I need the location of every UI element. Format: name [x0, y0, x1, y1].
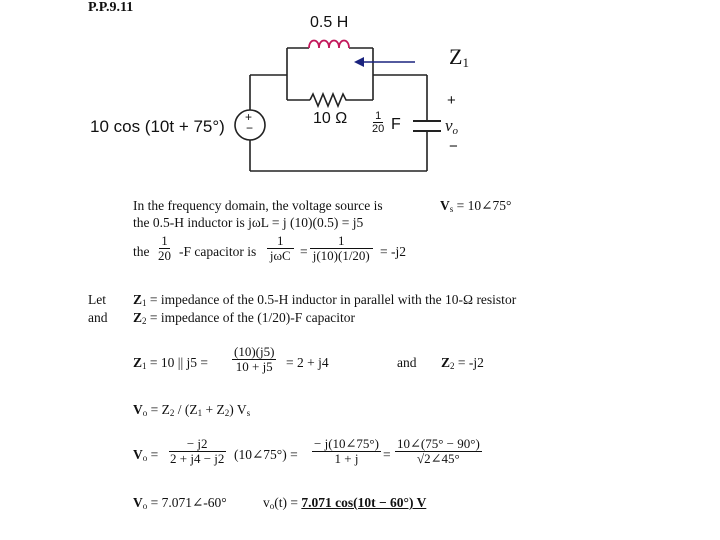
cap-fraction: $\frac{1}{20}$: [158, 233, 171, 263]
vo-fraction2: $\frac{- j(10\angle 75^\circ)}{1 + j}$: [314, 436, 379, 466]
freq-line3-mid: -F capacitor is: [179, 244, 257, 259]
capacitor-unit: F: [391, 116, 401, 133]
eq2-fraction: $\frac{1}{j(10)(1/20)}$: [310, 234, 373, 263]
freq-line1: In the frequency domain, the voltage source is: [133, 198, 383, 213]
vo-time-result: $v_o(t) = 7.071$ cos(10t − 60°) V: [263, 495, 427, 511]
z1-arrow-head: [354, 57, 364, 67]
freq-line3-end: = -j2: [380, 244, 406, 259]
z2-calc: $Z_2 = -j2$: [441, 355, 484, 371]
capacitor-fraction: $\frac{1}{20}$: [372, 110, 385, 135]
final-answer: 7.071 cos(10t − 60°) V: [301, 495, 427, 510]
inductor-symbol: [309, 41, 349, 49]
circuit-diagram: [0, 0, 720, 200]
resistor-label: 10 Ω: [313, 110, 348, 127]
vs-value: $V_s$ = 10∠75°: [440, 198, 512, 214]
vo-minus: −: [449, 138, 458, 155]
problem-label: P.P.9.11: [88, 0, 134, 15]
vo-phasor-result: $V_o$ = 7.071∠-60°: [133, 495, 227, 511]
let-word: Let: [88, 292, 106, 307]
vo-mid1: (10∠75°) =: [234, 447, 298, 462]
freq-line3-the: the: [133, 244, 150, 259]
vo-expanded-lhs: $V_o$ =: [133, 447, 159, 463]
vo-eq2: =: [383, 447, 391, 462]
source-plus: +: [245, 110, 253, 124]
vo-label: vo: [445, 116, 459, 137]
source-minus: −: [246, 121, 254, 135]
eq1-fraction: 1 jωC: [267, 234, 294, 263]
resistor-symbol: [310, 94, 349, 106]
vo-plus: +: [447, 92, 456, 109]
vo-fraction1: $\frac{- j2}{2 + j4 - j2}$: [170, 436, 225, 466]
z1-calc-rhs: = 2 + j4: [286, 355, 329, 370]
vo-fraction3: $\frac{10\angle(75^\circ - 90^\circ)}{√2\angle 45^\circ}$: [397, 436, 480, 466]
and-word: and: [88, 310, 108, 325]
z1-calc-lhs: $Z_1 = 10$ || j5 =: [133, 355, 209, 371]
z-calc-and: and: [397, 355, 417, 370]
source-label: 10 cos (10t + 75°): [90, 117, 225, 136]
freq-line2: the 0.5-H inductor is jωL = j (10)(0.5) = j5: [133, 215, 364, 230]
z1-calc-fraction: $\frac{(10)(j5)}{10 + j5}$: [234, 344, 275, 374]
eq-sign: =: [300, 244, 308, 259]
vo-divider-equation: $V_o = Z_2 / (Z_1 + Z_2)$ $V_s$: [133, 402, 251, 418]
inductor-label: 0.5 H: [310, 14, 349, 31]
z1-definition: $Z_1$ = impedance of the 0.5-H inductor in parallel with the 10-Ω resistor: [133, 292, 517, 308]
z1-label: Z1: [449, 44, 469, 70]
z2-definition: $Z_2$ = impedance of the (1/20)-F capacitor: [133, 310, 356, 326]
